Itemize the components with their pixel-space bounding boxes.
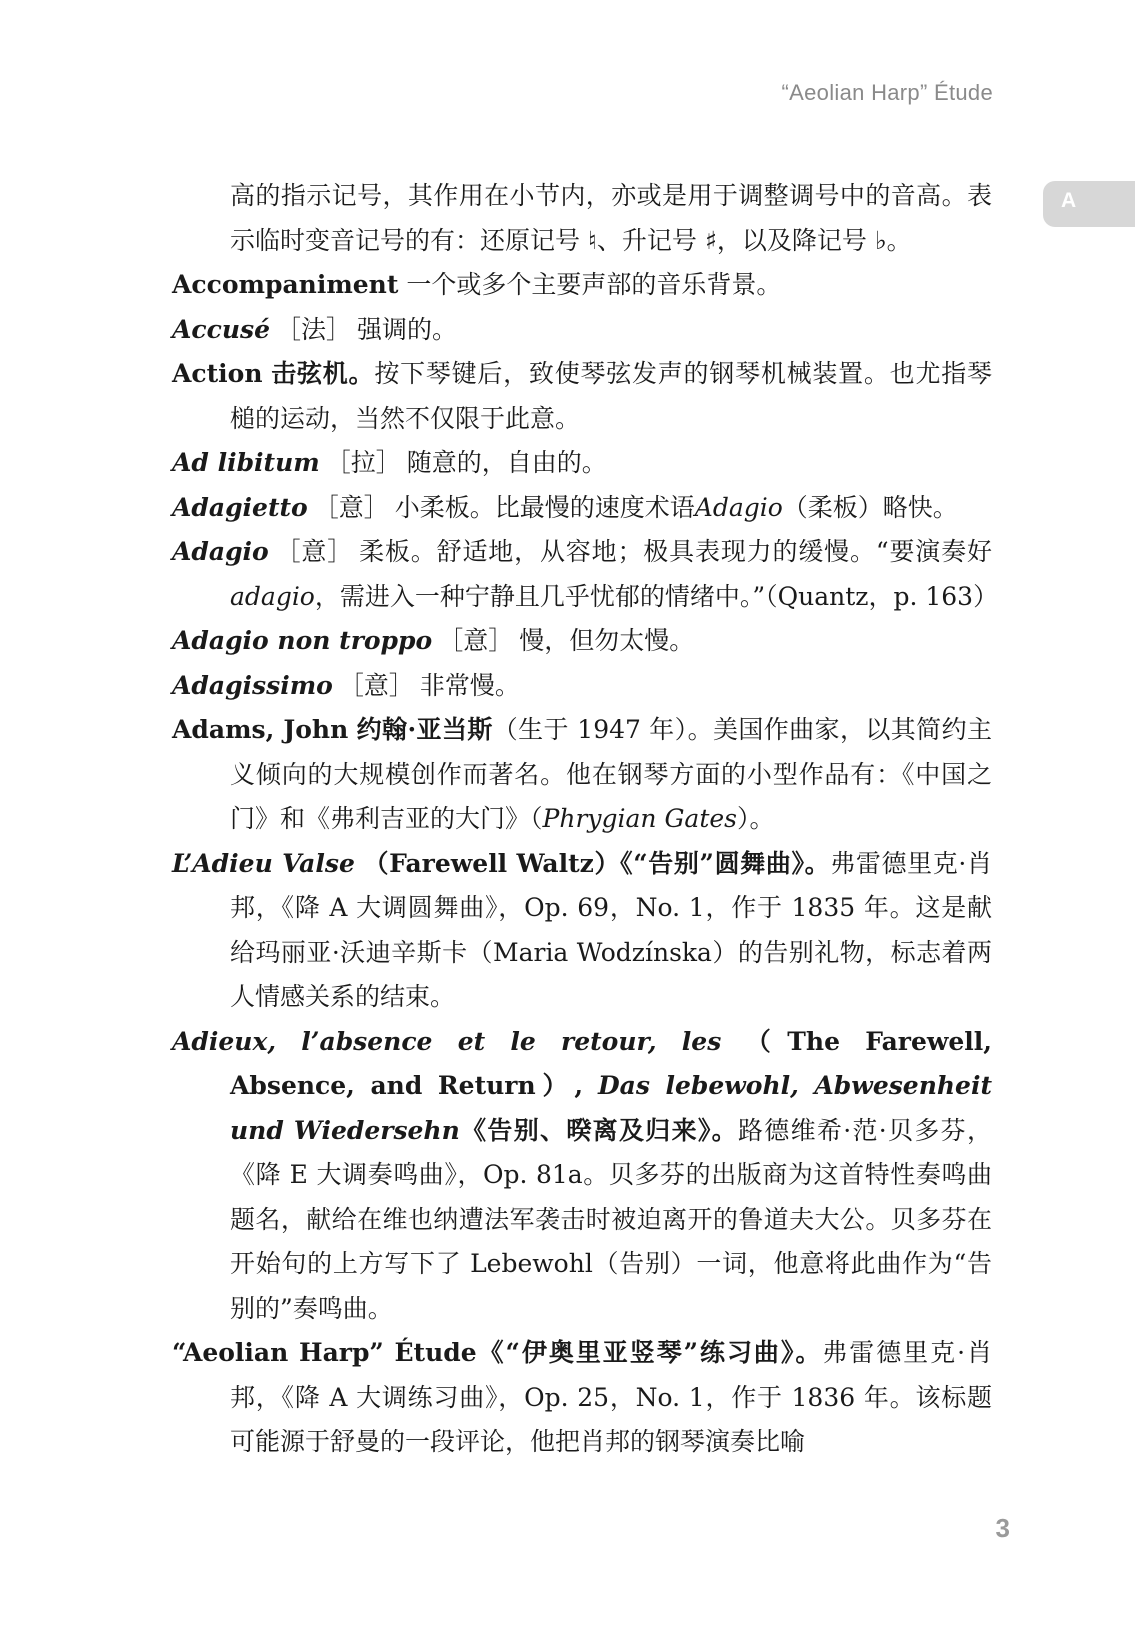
- entry-aeolian-harp-etude: [172, 1331, 992, 1465]
- entry-headword: Adams, John: [172, 715, 349, 744]
- entry-adagio-non-troppo: [172, 619, 992, 664]
- entry-headword: Adagio: [172, 537, 269, 566]
- entry-headword-german: Das lebewohl, Abwesenheit und Wiedersehn: [230, 1071, 993, 1145]
- entry-headword: Ad libitum: [172, 448, 320, 477]
- entry-text: 路德维希·范·贝多芬，《降 E 大调奏鸣曲》，Op. 81a。贝多芬的出版商为这首特性奏鸣曲题名，献给在维也纳遭法军袭击时被迫离开的鲁道夫大公。贝多芬在开始句的上方写下了 Lebewohl（告别）一词，他意将此曲作为“告别的”奏鸣曲。: [230, 1115, 992, 1323]
- entry-text: ，需进入一种宁静且几乎忧郁的情绪中。”（Quantz，p. 163）: [314, 581, 999, 611]
- entry-continuation: [172, 174, 992, 263]
- entry-text: 弗雷德里克·肖邦，《降 A 大调练习曲》，Op. 25，No. 1，作于 1836 年。该标题可能源于舒曼的一段评论，他把肖邦的钢琴演奏比喻: [230, 1338, 992, 1456]
- entry-italic-term: adagio: [230, 581, 315, 611]
- entry-text: 小柔板。比最慢的速度术语: [394, 492, 695, 522]
- entry-text: 慢，但勿太慢。: [519, 626, 695, 655]
- entry-action: [172, 352, 992, 441]
- entry-headword-english: （The Farewell, Absence, and Return）,: [230, 1026, 992, 1100]
- entry-text: ）。: [737, 804, 775, 833]
- entry-text: （生于 1947 年）。美国作曲家，以其简约主义倾向的大规模创作而著名。他在钢琴方面的小型作品有：《中国之门》和《弗利吉亚的大门》（: [230, 715, 992, 833]
- entry-language: ［拉］: [325, 448, 401, 477]
- entry-headword: “Aeolian Harp” Étude: [172, 1338, 477, 1367]
- entry-adagietto: [172, 486, 992, 531]
- entry-text: 非常慢。: [419, 670, 520, 700]
- entry-headword: Adagietto: [172, 492, 308, 522]
- entry-headword: Adieux, l’absence et le retour, les: [172, 1026, 722, 1056]
- entry-text: 随意的，自由的。: [406, 448, 607, 477]
- entry-headword-chinese: 《“伊奥里亚竖琴”练习曲》。: [476, 1338, 823, 1367]
- entry-text: （柔板）略快。: [782, 492, 958, 522]
- entry-headword: L’Adieu Valse: [172, 848, 355, 878]
- thumb-index-letter: A: [1061, 189, 1077, 212]
- thumb-index-tab: [1043, 181, 1135, 227]
- entry-text: 弗雷德里克·肖邦，《降 A 大调圆舞曲》，Op. 69，No. 1，作于 1835 年。这是献给玛丽亚·沃迪辛斯卡（Maria Wodzínska）的告别礼物，标志着两人情感关系的结束。: [230, 848, 993, 1011]
- entry-adieux: [172, 1020, 992, 1332]
- entry-ad-libitum: [172, 441, 992, 486]
- entry-text: 按下琴键后，致使琴弦发声的钢琴机械装置。也尤指琴槌的运动，当然不仅限于此意。: [230, 359, 992, 433]
- entry-headword: Action: [172, 359, 263, 388]
- entry-headword: Accusé: [172, 314, 270, 344]
- entry-headword: Adagio non troppo: [172, 626, 433, 655]
- entry-adams-john: [172, 708, 992, 842]
- dictionary-entries: [172, 174, 999, 1465]
- entry-headword-chinese: 《告别、暌离及归来》。: [459, 1115, 738, 1145]
- entry-accompaniment: [172, 263, 992, 308]
- entry-headword-chinese: 击弦机。: [271, 359, 375, 388]
- entry-accuse: [172, 308, 992, 353]
- entry-text: 一个或多个主要声部的音乐背景。: [406, 270, 782, 299]
- entry-adagio: [172, 530, 999, 619]
- entry-headword-chinese: 约翰·亚当斯: [356, 715, 493, 744]
- entry-language: ［意］: [438, 626, 514, 655]
- entry-italic-term: Phrygian Gates: [542, 804, 738, 833]
- entry-headword-english: （Farewell Waltz）: [363, 848, 621, 878]
- entry-text: 柔板。舒适地，从容地；极具表现力的缓慢。“要演奏好: [359, 537, 992, 566]
- entry-headword: Accompaniment: [172, 270, 399, 299]
- entry-language: ［意］: [274, 537, 354, 566]
- entry-italic-term: Adagio: [694, 492, 783, 522]
- entry-text: 高的指示记号，其作用在小节内，亦或是用于调整调号中的音高。表示临时变音记号的有：还原记号 ♮、升记号 ♯，以及降记号 ♭。: [230, 181, 992, 255]
- entry-adagissimo: [172, 664, 992, 709]
- page-number: 3: [995, 1513, 1010, 1543]
- entry-adieu-valse: [172, 842, 992, 1020]
- entry-language: ［法］: [276, 314, 352, 344]
- running-head: “Aeolian Harp” Étude: [781, 80, 993, 105]
- entry-headword-chinese: 《“告别”圆舞曲》。: [620, 848, 831, 878]
- entry-headword: Adagissimo: [172, 670, 333, 700]
- entry-language: ［意］: [313, 492, 389, 522]
- entry-text: 强调的。: [357, 314, 458, 344]
- entry-language: ［意］: [338, 670, 414, 700]
